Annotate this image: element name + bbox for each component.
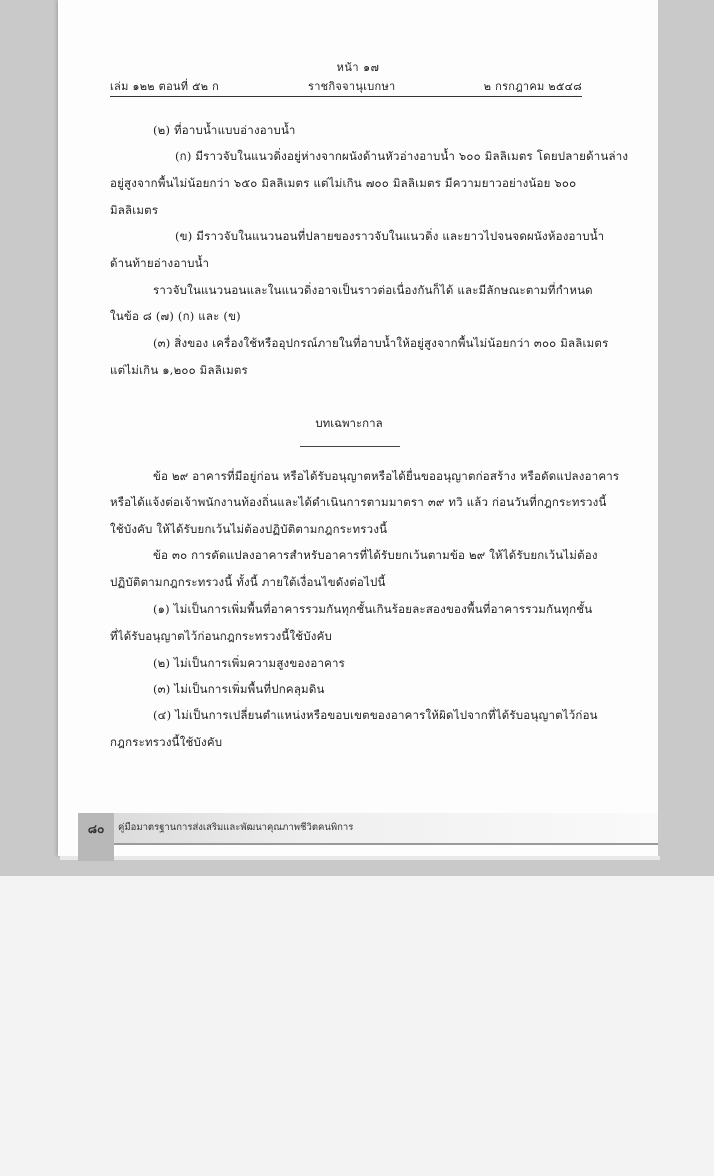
volume-label: เล่ม ๑๒๒ ตอนที่ ๕๒ ก [110, 80, 220, 93]
clause-line: (๓) ไม่เป็นการเพิ่มพื้นที่ปกคลุมดิน [153, 682, 325, 696]
page-edge [60, 856, 660, 860]
paragraph-line: (๓) สิ่งของ เครื่องใช้หรืออุปกรณ์ภายในที่อาบน้ำให้อยู่สูงจากพื้นไม่น้อยกว่า ๓๐๐ มิลลิเมตร [153, 336, 609, 350]
paragraph-line: (ก) มีราวจับในแนวดิ่งอยู่ห่างจากผนังด้านหัวอ่างอาบน้ำ ๖๐๐ มิลลิเมตร โดยปลายด้านล่าง [175, 149, 629, 163]
clause-line: ข้อ ๓๐ การดัดแปลงอาคารสำหรับอาคารที่ได้รับยกเว้นตามข้อ ๒๙ ให้ได้รับยกเว้นไม่ต้อง [153, 548, 598, 562]
clause-line: ข้อ ๒๙ อาคารที่มีอยู่ก่อน หรือได้รับอนุญาตหรือได้ยื่นขออนุญาตก่อสร้าง หรือดัดแปลงอาคาร [153, 469, 620, 483]
gazette-title: ราชกิจจานุเบกษา [308, 80, 396, 93]
clause-line: ใช้บังคับ ให้ได้รับยกเว้นไม่ต้องปฏิบัติตามกฎกระทรวงนี้ [110, 522, 388, 536]
footer-rule [114, 843, 658, 845]
footer-book-title: คู่มือมาตรฐานการส่งเสริมและพัฒนาคุณภาพชีวิตคนพิการ [118, 822, 354, 833]
section-heading: บทเฉพาะกาล [315, 416, 383, 430]
clause-line: (๒) ไม่เป็นการเพิ่มความสูงของอาคาร [153, 656, 346, 670]
paragraph-line: แต่ไม่เกิน ๑,๒๐๐ มิลลิเมตร [110, 363, 248, 377]
paragraph-line: ราวจับในแนวนอนและในแนวดิ่งอาจเป็นราวต่อเนื่องกันก็ได้ และมีลักษณะตามที่กำหนด [153, 283, 593, 297]
paragraph-line: ในข้อ ๘ (๗) (ก) และ (ข) [110, 309, 241, 323]
paragraph-line: มิลลิเมตร [110, 203, 159, 217]
paragraph-line: (๒) ที่อาบน้ำแบบอ่างอาบน้ำ [153, 123, 296, 137]
clause-line: กฎกระทรวงนี้ใช้บังคับ [110, 735, 223, 749]
clause-line: ที่ได้รับอนุญาตไว้ก่อนกฎกระทรวงนี้ใช้บังคับ [110, 629, 332, 643]
issue-date: ๒ กรกฎาคม ๒๕๔๘ [483, 80, 582, 93]
paragraph-line: อยู่สูงจากพื้นไม่น้อยกว่า ๖๕๐ มิลลิเมตร แต่ไม่เกิน ๗๐๐ มิลลิเมตร มีความยาวอย่างน้อย ๖๐๐ [110, 176, 577, 190]
header-rule [110, 96, 582, 97]
clause-line: (๑) ไม่เป็นการเพิ่มพื้นที่อาคารรวมกันทุกชั้นเกินร้อยละสองของพื้นที่อาคารรวมกันทุกชั้น [153, 602, 593, 616]
page-label: หน้า ๑๗ [336, 61, 380, 74]
section-rule [300, 446, 400, 447]
clause-line: ปฏิบัติตามกฎกระทรวงนี้ ทั้งนี้ ภายใต้เงื่อนไขดังต่อไปนี้ [110, 575, 386, 589]
paragraph-line: (ข) มีราวจับในแนวนอนที่ปลายของราวจับในแนวดิ่ง และยาวไปจนจดผนังห้องอาบน้ำ [175, 229, 605, 243]
paragraph-line: ด้านท้ายอ่างอาบน้ำ [110, 256, 210, 270]
clause-line: หรือได้แจ้งต่อเจ้าพนักงานท้องถิ่นและได้ดำเนินการตามมาตรา ๓๙ ทวิ แล้ว ก่อนวันที่กฎกระทรวงนี้ [110, 495, 607, 509]
footer-page-number: ๘๐ [87, 822, 105, 836]
clause-line: (๔) ไม่เป็นการเปลี่ยนตำแหน่งหรือขอบเขตของอาคารให้ผิดไปจากที่ได้รับอนุญาตไว้ก่อน [153, 708, 598, 722]
